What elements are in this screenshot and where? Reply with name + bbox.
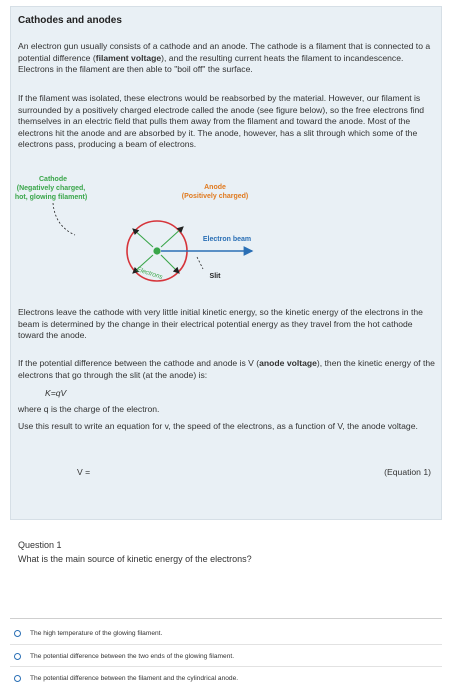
info-panel bbox=[10, 6, 442, 520]
answer-option-3[interactable] bbox=[14, 668, 442, 688]
cathode-label-2: (Negatively charged, bbox=[16, 185, 86, 192]
cathode-filament bbox=[153, 247, 160, 254]
paragraph-isolated-filament: If the filament was isolated, these electrons would be reabsorbed by the material. However, our filament is surrounded by a positively charged electrode called the anode (see figure below), so the free electrons find themselves in an electric field that pulls them away from the filament and toward the anode. Most of the electrons hit the anode and are absorbed by it. The anode, however, has a slit through which some of the electrons pass, producing a beam of electrons. bbox=[18, 93, 425, 149]
para4-text-a: If the potential difference between the cathode and anode is V ( bbox=[18, 358, 260, 368]
option-label: The high temperature of the glowing filament. bbox=[30, 629, 163, 637]
cathode-pointer bbox=[53, 203, 75, 235]
para1-text-a: An electron gun usually consists of a cathode and an anode. The cathode is a filament that is connected to a potential difference ( bbox=[18, 41, 431, 63]
slit-label: Slit bbox=[209, 273, 221, 280]
option-divider bbox=[10, 644, 442, 645]
anode-label-2: (Positively charged) bbox=[181, 193, 249, 200]
equation-label: V = bbox=[77, 467, 91, 477]
anode-label-1: Anode bbox=[204, 184, 226, 191]
question-divider bbox=[10, 618, 442, 619]
cathode-label-1: Cathode bbox=[39, 176, 67, 183]
para4-text-c: ), then the kinetic energy of the electrons that go through the slit (at the anode) is: bbox=[18, 358, 435, 380]
slit-pointer bbox=[197, 257, 203, 269]
cathode-label-3: hot, glowing filament) bbox=[15, 194, 88, 201]
answer-option-1[interactable] bbox=[14, 623, 442, 643]
paragraph-charge: where q is the charge of the electron. bbox=[18, 404, 160, 414]
beam-label: Electron beam bbox=[202, 236, 252, 243]
electron-gun-diagram bbox=[15, 171, 255, 291]
question-title: Question 1 bbox=[18, 540, 62, 550]
paragraph-anode-voltage bbox=[18, 358, 436, 381]
option-divider bbox=[10, 666, 442, 667]
para1-bold: filament voltage bbox=[95, 52, 162, 63]
answer-option-2[interactable] bbox=[14, 646, 442, 666]
electrons-label: Electrons bbox=[135, 266, 164, 282]
radio-button[interactable] bbox=[14, 630, 21, 637]
paragraph-instruction: Use this result to write an equation for v, the speed of the electrons, as a function of V, the anode voltage. bbox=[18, 421, 418, 431]
field-arrow-ne bbox=[161, 227, 183, 247]
radio-button[interactable] bbox=[14, 653, 21, 660]
section-title: Cathodes and anodes bbox=[18, 15, 122, 26]
option-label: The potential difference between the two ends of the glowing filament. bbox=[30, 652, 235, 660]
question-text: What is the main source of kinetic energy of the electrons? bbox=[18, 554, 252, 564]
field-arrow-se bbox=[161, 255, 179, 273]
option-label: The potential difference between the filament and the cylindrical anode. bbox=[30, 674, 239, 682]
paragraph-electron-gun bbox=[18, 41, 436, 76]
para1-text-c: ), and the resulting current heats the filament to incandescence. Electrons in the filament are then able to "boil off" the surface. bbox=[18, 52, 404, 74]
diagram-svg bbox=[15, 171, 255, 291]
field-arrow-nw bbox=[133, 229, 153, 247]
paragraph-kinetic-energy: Electrons leave the cathode with very little initial kinetic energy, so the kinetic energy of the electrons in the beam is determined by the change in their electrical potential energy as they travel from the hot cathode toward the anode. bbox=[18, 307, 423, 340]
radio-button[interactable] bbox=[14, 675, 21, 682]
para4-bold: anode voltage bbox=[259, 358, 317, 368]
equation-tag: (Equation 1) bbox=[384, 467, 431, 477]
formula-kqv: K=qV bbox=[45, 388, 67, 398]
